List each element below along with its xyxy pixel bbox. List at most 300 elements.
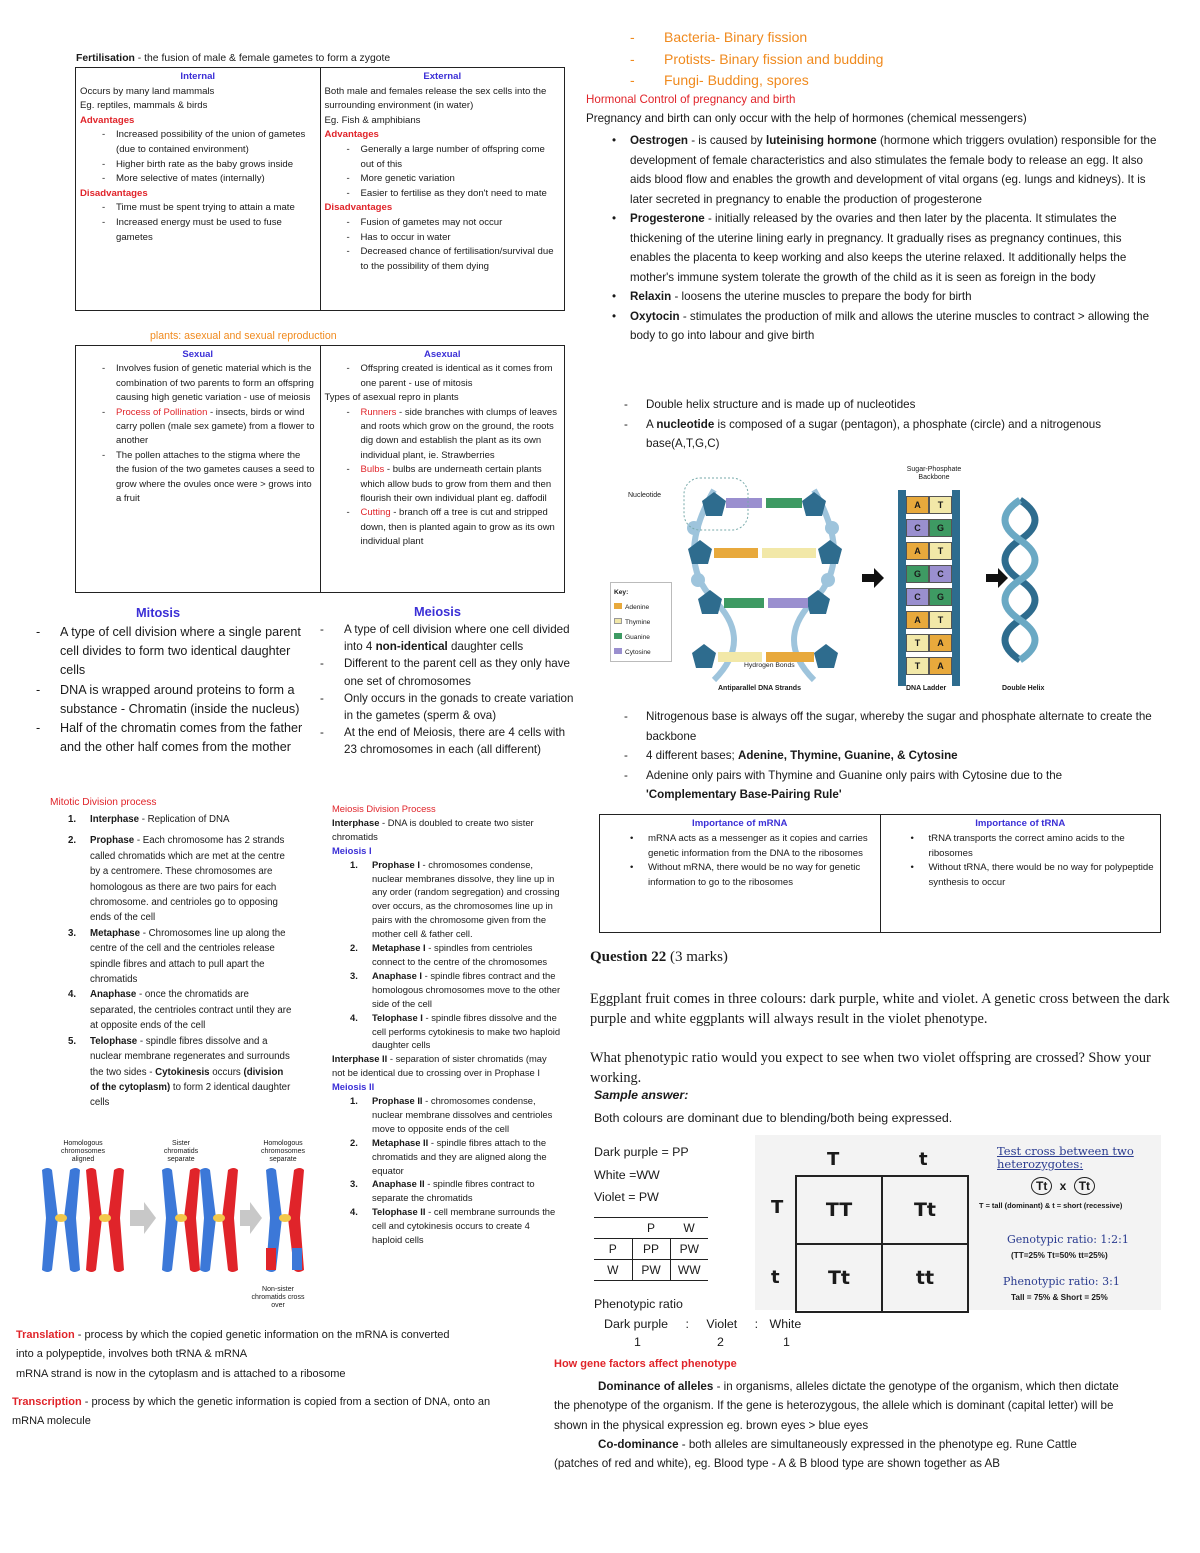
- pollination-term: Process of Pollination: [116, 406, 208, 418]
- chromosome-red: [222, 1168, 238, 1272]
- meiosis-interphase: [332, 816, 562, 844]
- ladder-base: T: [929, 542, 952, 560]
- ladder-base: A: [929, 657, 952, 675]
- runners-text: - side branches with clumps of leaves and roots which grow on the ground, the roots dig down and establish the plant as its own individual plant, ie. Strawberries: [360, 406, 557, 461]
- sugar-pentagon: [702, 492, 726, 516]
- asexual-column: [320, 346, 565, 592]
- sugar-pentagon: [802, 492, 826, 516]
- allele-line: White =WW: [594, 1167, 660, 1182]
- external-line: Eg. Fish & amphibians: [324, 114, 421, 126]
- meiosis-i-steps: [332, 858, 562, 1053]
- hormone-term: Oestrogen: [630, 134, 688, 147]
- crossover-segment: [266, 1248, 276, 1270]
- punnett-cell: Tt: [882, 1176, 968, 1244]
- meiosis-ii-steps: [332, 1094, 562, 1247]
- list-item: - Involves fusion of genetic material which is the combination of two parents to form an offspring causing high genetic variation - use of meiosis: [80, 362, 316, 405]
- punnett-grid: [795, 1175, 969, 1313]
- list-item: [610, 307, 1162, 346]
- mitosis-bullets: [32, 623, 314, 757]
- hormone-text: - initially released by the ovaries and then later by the placenta. It stimulates the thickening of the uterine lining early in pregnancy. It gradually rises as pregnancy continues, this enables the placenta to keep working and also keeps the uterine relaxed. It additionally helps the mother's immune system tolerate the growth of the child as it is seen as foreign in the body: [630, 212, 1127, 284]
- list-item: 5. Telophase - spindle fibres dissolve and a nuclear membrane regenerates and surrounds the two sides - Cytokinesis occurs (division of the cytoplasm) to form 2 identical daughter cells: [68, 1035, 291, 1109]
- swatch-icon: [614, 648, 622, 654]
- codominance-term: Co-dominance: [598, 1438, 679, 1451]
- allele-line: Dark purple = PP: [594, 1145, 689, 1159]
- step-text: - spindle fibres dissolve and a nuclear membrane regenerates and surrounds the two sides -: [90, 1035, 290, 1078]
- ladder-base: A: [906, 611, 929, 629]
- base-adenine: [766, 652, 814, 662]
- step-text: - cell membrane surrounds the cell and cytokinesis occurs to create 4 haploid cells: [372, 1206, 556, 1246]
- fertilisation-definition: - the fusion of male & female gametes to form a zygote: [134, 53, 391, 64]
- sugar-pentagon: [818, 540, 842, 564]
- text-run: non-identical: [375, 640, 448, 654]
- hormone-text: - stimulates the production of milk and allows the uterine muscles to contract > allowing the body to go into labour and give birth: [630, 309, 1150, 342]
- step-text: - chromosomes condense, nuclear membrane dissolves and centrioles move to opposite ends of the cell: [372, 1095, 553, 1134]
- step-term: Metaphase II: [372, 1136, 429, 1148]
- ratio-colon: :: [754, 1317, 759, 1331]
- dominance-term: Dominance of alleles: [598, 1380, 714, 1393]
- mrna-list: [604, 832, 876, 891]
- trna-column: [880, 815, 1161, 932]
- list-item: - Different to the parent cell as they only have one set of chromosomes: [316, 655, 574, 689]
- chromosome-pair-1: [42, 1168, 124, 1272]
- chromosome-red: [184, 1168, 200, 1272]
- ratio-label: Violet: [706, 1317, 738, 1331]
- figure-label: Hydrogen Bonds: [744, 662, 795, 669]
- arrow-shape: [240, 1202, 262, 1234]
- list-item: • mRNA acts as a messenger as it copies and carries genetic information from the DNA to the ribosomes: [604, 832, 876, 862]
- text-run: daughter cells: [447, 640, 524, 654]
- hormone-text: - is caused by: [687, 134, 766, 147]
- phosphate-circle: [691, 573, 705, 587]
- external-disadvantages-heading: Disadvantages: [324, 202, 393, 214]
- question-marks: (3 marks): [666, 949, 728, 965]
- meiosis-heading: Meiosis: [414, 604, 461, 619]
- ladder-rail: [952, 490, 960, 686]
- sexual-list: [80, 362, 316, 506]
- ladder-base: T: [906, 657, 929, 675]
- translation-line: into a polypeptide, involves both tRNA & mRNA: [16, 1348, 248, 1361]
- ladder-base: C: [929, 565, 952, 583]
- centromere: [99, 1214, 111, 1222]
- list-item: 4. Telophase II - cell membrane surrounds the cell and cytokinesis occurs to create 4 haploid cells: [350, 1206, 556, 1246]
- step-term: Prophase I: [372, 858, 420, 870]
- phenotypic-ratio-label: Phenotypic ratio: [594, 1297, 683, 1311]
- ladder-base: A: [906, 542, 929, 560]
- crossover-segment: [292, 1248, 302, 1270]
- key-row: [614, 600, 668, 615]
- text-run: 'Complementary Base-Pairing Rule': [646, 788, 842, 801]
- hormone-term: Progesterone: [630, 212, 705, 225]
- step-text: - Chromosomes line up along the centre of the cell and the centrioles release spindle fibres and attach to pull apart the chromatids: [90, 927, 286, 986]
- figure-label: Sugar-Phosphate Backbone: [906, 466, 962, 481]
- text-run: is composed of a sugar (pentagon), a phosphate (circle) and a nitrogenous base(A,T,G,C): [646, 417, 1102, 450]
- chromosome-red: [86, 1168, 102, 1272]
- table-cell: WW: [670, 1260, 708, 1281]
- list-item: - Generally a large number of offspring come out of this: [325, 143, 561, 172]
- base-guanine: [724, 598, 764, 608]
- helix-strand: [1005, 500, 1035, 660]
- genotypic-percentages: (TT=25% Tt=50% tt=25%): [1011, 1251, 1108, 1260]
- external-line: Both male and females release the sex cells into the surrounding environment (in water): [324, 85, 547, 112]
- hormone-term: Oxytocin: [630, 309, 680, 323]
- list-item: 2. Prophase - Each chromosome has 2 strands called chromatids which are met at the centre by a centromere. These chromosomes are homologous as there are two pairs for each chromosome. and centrioles go to opposing ends of the cell: [68, 835, 285, 924]
- list-item: - Half of the chromatin comes from the father and the other half comes from the mother: [32, 719, 314, 757]
- table-header: W: [670, 1218, 708, 1239]
- list-item: 1. Prophase II - chromosomes condense, nuclear membrane dissolves and centrioles move to opposite ends of the cell: [350, 1095, 553, 1134]
- list-item: [622, 746, 1157, 766]
- list-item: - Fusion of gametes may not occur: [325, 216, 561, 231]
- runners-term: Runners: [360, 406, 397, 418]
- text-run: nucleotide: [656, 417, 715, 431]
- bulbs-term: Bulbs: [360, 464, 385, 476]
- centromere: [55, 1214, 67, 1222]
- list-item: 2. Metaphase I - spindles from centrioles connect to the centre of the chromosomes: [350, 942, 548, 967]
- codominance-paragraph: [554, 1435, 1119, 1474]
- phenotypic-ratio: Phenotypic ratio: 3:1: [1003, 1275, 1120, 1288]
- translation-line: mRNA strand is now in the cytoplasm and is attached to a ribosome: [16, 1367, 346, 1380]
- list-item: [80, 406, 316, 449]
- step-term: Anaphase: [90, 989, 137, 1001]
- centromere: [175, 1214, 187, 1222]
- genotypic-ratio: Genotypic ratio: 1:2:1: [1007, 1233, 1129, 1246]
- centromere: [279, 1214, 291, 1222]
- table-cell: PW: [632, 1260, 670, 1281]
- step-text: - spindle fibres attach to the chromatids and they are aligned along the equator: [372, 1136, 547, 1176]
- step-term: Anaphase II: [372, 1178, 425, 1190]
- swatch-icon: [614, 633, 622, 639]
- list-item: [622, 766, 1157, 805]
- ratio-row-labels: [604, 1317, 801, 1331]
- ladder-rung: [906, 634, 952, 652]
- cross-symbol: x: [1059, 1179, 1067, 1193]
- step-term: Interphase: [332, 816, 380, 828]
- chromosome-blue: [42, 1168, 58, 1272]
- transcription-term: Transcription: [12, 1396, 82, 1408]
- ladder-base: T: [929, 496, 952, 514]
- phenotypic-percentages: Tall = 75% & Short = 25%: [1011, 1293, 1108, 1302]
- meiosis-i-heading: Meiosis I: [332, 844, 372, 856]
- figure-label: Sister chromatids separate: [163, 1140, 199, 1163]
- list-item: - Has to occur in water: [325, 231, 561, 246]
- key-label: Thymine: [625, 619, 651, 626]
- figure-label: Homologous chromosomes separate: [261, 1140, 305, 1163]
- internal-line: Eg. reptiles, mammals & birds: [80, 100, 208, 112]
- list-item: - Nitrogenous base is always off the sugar, whereby the sugar and phosphate alternate to create the backbone: [622, 707, 1157, 746]
- meiosis-section: [316, 604, 574, 759]
- text-run: 4 different bases;: [646, 749, 738, 762]
- list-item: 1. Interphase - Replication of DNA: [68, 814, 230, 825]
- sexual-column: [76, 346, 320, 592]
- list-item: 3. Metaphase - Chromosomes line up along the centre of the cell and the centrioles release spindle fibres and attach to pull apart the chromatids: [68, 927, 286, 986]
- hormones-heading: Hormonal Control of pregnancy and birth: [586, 93, 796, 106]
- asexual-types-heading: Types of asexual repro in plants: [324, 392, 459, 404]
- plants-table: [75, 345, 565, 593]
- hormone-term: Relaxin: [630, 290, 672, 303]
- step-term: Prophase II: [372, 1095, 423, 1107]
- internal-line: Occurs by many land mammals: [80, 85, 215, 97]
- cutting-text: - branch off a tree is cut and stripped down, then is planted again to grow as its own individual plant: [360, 507, 555, 548]
- meiosis-bullets: [316, 621, 574, 759]
- figure-label: Non-sister chromatids cross over: [251, 1286, 305, 1309]
- text-run: A: [646, 417, 657, 431]
- table-header: P: [632, 1218, 670, 1239]
- meiosis-chromosome-figure: [30, 1138, 330, 1310]
- step-term: (division of the cytoplasm): [90, 1066, 284, 1093]
- figure-caption: DNA Ladder: [906, 685, 947, 692]
- fertilisation-term: Fertilisation: [76, 53, 135, 64]
- list-item: [610, 209, 1162, 287]
- dna-structure-figure: [606, 460, 1066, 698]
- sample-answer-label: Sample answer:: [594, 1088, 689, 1102]
- transcription-text: - process by which the genetic information is copied from a section of DNA, onto an: [81, 1396, 491, 1408]
- base-cytosine: [768, 598, 808, 608]
- list-item: - Bacteria- Binary fission: [628, 27, 1028, 49]
- ladder-base: G: [929, 588, 952, 606]
- question-text: Eggplant fruit comes in three colours: dark purple, white and violet. A genetic cross between the dark purple and white eggplants will always result in the violet phenotype.: [590, 991, 1170, 1027]
- chromosome-blue: [64, 1168, 80, 1272]
- step-text: - Replication of DNA: [139, 814, 230, 825]
- step-term: Anaphase I: [372, 969, 423, 981]
- list-item: 3. Anaphase I - spindle fibres contract and the homologous chromosomes move to the other side of the cell: [350, 969, 561, 1009]
- list-item: - Fungi- Budding, spores: [628, 70, 1028, 92]
- transcription-line: mRNA molecule: [12, 1415, 91, 1428]
- list-item: [610, 131, 1162, 209]
- list-item: [610, 287, 1162, 307]
- ladder-base: T: [906, 634, 929, 652]
- genotype-circle: Tt: [1031, 1177, 1052, 1195]
- key-row: [614, 645, 668, 660]
- sexual-heading: Sexual: [182, 349, 214, 360]
- table-cell: [594, 1218, 632, 1239]
- list-item: - Increased energy must be used to fuse gametes: [80, 216, 316, 245]
- step-text: to form 2 identical daughter cells: [90, 1081, 291, 1109]
- ratio-value: 1: [783, 1335, 790, 1349]
- list-item: - Higher birth rate as the baby grows inside: [80, 158, 316, 173]
- step-text: - DNA is doubled to create two sister chromatids: [332, 816, 534, 842]
- table-cell: PW: [670, 1239, 708, 1260]
- step-text: occurs: [209, 1066, 244, 1078]
- list-item: 4. Anaphase - once the chromatids are separated, the centrioles contract until they are at opposite ends of the cell: [68, 989, 292, 1032]
- key-label: Guanine: [625, 634, 650, 641]
- bulbs-text: - bulbs are underneath certain plants which allow buds to grow from them and then flourish their own individual plant eg. daffodil: [360, 464, 552, 505]
- base-guanine: [766, 498, 802, 508]
- ladder-rung: [906, 657, 952, 675]
- list-item: - More selective of mates (internally): [80, 172, 316, 187]
- internal-heading: Internal: [180, 71, 216, 82]
- dna-diagram: [606, 460, 1066, 690]
- translation-line: [16, 1326, 556, 1345]
- swatch-icon: [614, 618, 622, 624]
- ladder-base: C: [906, 519, 929, 537]
- dominance-paragraph: [554, 1377, 1119, 1435]
- punnett-column-header: T: [827, 1149, 840, 1170]
- list-item: [325, 506, 561, 549]
- centromere: [213, 1214, 225, 1222]
- list-item: - Easier to fertilise as they don't need to mate: [325, 187, 561, 202]
- trna-heading: Importance of tRNA: [975, 818, 1066, 829]
- step-text: - spindle fibres dissolve and the cell performs cytokinesis to make two haploid daughter cells: [372, 1011, 561, 1051]
- key-row: [614, 615, 668, 630]
- external-advantages-heading: Advantages: [324, 129, 379, 141]
- list-item: - DNA is wrapped around proteins to form a substance - Chromatin (inside the nucleus): [32, 681, 314, 719]
- ladder-base: T: [929, 611, 952, 629]
- chromosome-diagram: [30, 1162, 330, 1286]
- phosphate-circle: [821, 573, 835, 587]
- meiosis-process: [332, 802, 562, 1247]
- translation-text: - process by which the copied genetic information on the mRNA is converted: [74, 1329, 450, 1341]
- list-item: - More genetic variation: [325, 172, 561, 187]
- fertilisation-table: [75, 67, 565, 311]
- figure-caption: Antiparallel DNA Strands: [718, 685, 801, 692]
- ladder-base: G: [929, 519, 952, 537]
- list-item: - Time must be spent trying to attain a mate: [80, 201, 316, 216]
- pollination-text: - insects, birds or wind carry pollen (male sex gamete) from a flower to another: [116, 406, 315, 447]
- step-term: Cytokinesis: [155, 1066, 210, 1078]
- table-row-header: W: [594, 1260, 632, 1281]
- chromosome-pair-2: [162, 1168, 238, 1272]
- mitosis-heading: Mitosis: [136, 605, 181, 620]
- arrow-shape: [862, 568, 884, 588]
- ladder-rung: [906, 542, 952, 560]
- asexual-types-list: [325, 406, 561, 550]
- phosphate-circle: [687, 521, 701, 535]
- list-item: - A type of cell division where a single parent cell divides to form two identical daughter cells: [32, 623, 314, 681]
- external-disadvantages-list: [325, 216, 561, 274]
- cross-notation: [1031, 1177, 1095, 1195]
- test-cross-note: Test cross between two heterozygotes:: [997, 1144, 1134, 1171]
- sugar-pentagon: [698, 590, 722, 614]
- sugar-pentagon: [806, 590, 830, 614]
- gene-factors-heading: How gene factors affect phenotype: [554, 1358, 737, 1370]
- question-prompt: What phenotypic ratio would you expect to see when two violet offspring are crossed? Show your working.: [590, 1050, 1151, 1086]
- punnett-cell: TT: [796, 1176, 882, 1244]
- ladder-rung: [906, 496, 952, 514]
- dominance-text: - in organisms, alleles dictate the genotype of the organism, which then dictate the phenotype of the organism. If the gene is heterozygous, the allele which is dominant (capital letter) will be shown in the physical expression eg. brown eyes > blue eyes: [554, 1380, 1119, 1432]
- internal-disadvantages-list: [80, 201, 316, 245]
- meiosis-process-heading: Meiosis Division Process: [332, 803, 436, 814]
- external-column: [320, 68, 565, 310]
- figure-caption: Double Helix: [1002, 685, 1045, 692]
- hormone-text: (hormone which triggers ovulation) responsible for the development of female characteristics and also stimulates the female body to release an egg. It also aids blood flow and enables the growth and development of vital organs (eg. lungs and kidneys). It is later secreted in pregnancy to enable the production of progesterone: [630, 134, 1157, 206]
- mrna-heading: Importance of mRNA: [692, 818, 788, 829]
- list-item: 2. Metaphase II - spindle fibres attach to the chromatids and they are aligned along the equator: [350, 1136, 547, 1176]
- text-run: A type of cell division where one cell divided into 4: [344, 623, 570, 654]
- key-label: Cytosine: [625, 649, 651, 656]
- cutting-term: Cutting: [360, 507, 391, 519]
- question-title: [590, 949, 728, 966]
- list-item: [325, 406, 561, 464]
- ladder-base: A: [929, 634, 952, 652]
- figure-label: Homologous chromosomes aligned: [61, 1140, 105, 1163]
- arrow-shape: [986, 568, 1008, 588]
- step-term: Telophase II: [372, 1206, 426, 1218]
- ladder-rung: [906, 611, 952, 629]
- list-item: - Double helix structure and is made up of nucleotides: [622, 395, 1157, 415]
- punnett-row-header: t: [771, 1267, 780, 1288]
- ladder-base: C: [906, 588, 929, 606]
- hormone-text: - loosens the uterine muscles to prepare the body for birth: [671, 290, 972, 303]
- list-item: - Decreased chance of fertilisation/survival due to the possibility of them dying: [325, 245, 561, 274]
- translation-block: [16, 1326, 556, 1384]
- base-cytosine: [726, 498, 762, 508]
- table-cell: PP: [632, 1239, 670, 1260]
- sugar-pentagon: [692, 644, 716, 668]
- list-item: - Only occurs in the gonads to create variation in the gametes (sperm & ova): [316, 690, 574, 724]
- plants-heading: plants: asexual and sexual reproduction: [150, 330, 337, 342]
- external-advantages-list: [325, 143, 561, 201]
- step-text: - separation of sister chromatids (may not be identical due to crossing over in Prophase I: [332, 1053, 547, 1079]
- chromosome-blue: [162, 1168, 178, 1272]
- list-item: - The pollen attaches to the stigma where the the fusion of the two gametes causes a seed to grow where the ovules once were > grows into a fruit: [80, 449, 316, 507]
- ladder-rung: [906, 565, 952, 583]
- trna-list: [885, 832, 1157, 891]
- question-number: Question 22: [590, 949, 667, 965]
- list-item: 3. Anaphase II - spindle fibres contract to separate the chromatids: [350, 1178, 535, 1204]
- key-label: Adenine: [625, 604, 650, 611]
- ratio-value: 1: [634, 1335, 641, 1349]
- violet-cross-table: [594, 1217, 708, 1281]
- list-item: 4. Telophase I - spindle fibres dissolve and the cell performs cytokinesis to make two haploid daughter cells: [350, 1011, 561, 1051]
- ratio-value: 2: [717, 1335, 724, 1349]
- arrow-shape: [130, 1202, 156, 1234]
- mitosis-process-heading: Mitotic Division process: [50, 797, 157, 808]
- internal-disadvantages-heading: Disadvantages: [80, 187, 148, 199]
- allele-definitions: [594, 1141, 689, 1209]
- list-item: [316, 621, 574, 655]
- ladder-base: G: [906, 565, 929, 583]
- transcription-line: [12, 1393, 562, 1412]
- sample-answer-text: Both colours are dominant due to blending/both being expressed.: [594, 1111, 953, 1125]
- ratio-label: Dark purple: [604, 1317, 669, 1331]
- punnett-cell: tt: [882, 1244, 968, 1312]
- asexual-list: [325, 362, 561, 391]
- allele-line: Violet = PW: [594, 1190, 659, 1204]
- sugar-pentagon: [814, 644, 838, 668]
- list-item: • Without tRNA, there would be no way for polypeptide synthesis to occur: [885, 861, 1157, 891]
- list-item: - At the end of Meiosis, there are 4 cells with 23 chromosomes in each (all different): [316, 724, 574, 758]
- list-item: - Increased possibility of the union of gametes (due to contained environment): [80, 128, 316, 157]
- swatch-icon: [614, 603, 622, 609]
- ladder-base: A: [906, 496, 929, 514]
- text-run: Adenine, Thymine, Guanine, & Cytosine: [737, 749, 958, 762]
- list-item: [622, 415, 1157, 454]
- codominance-text: - both alleles are simultaneously expressed in the phenotype eg. Rune Cattle (patches of red and white), eg. Blood type - A & B blood type are shown together as AB: [554, 1438, 1077, 1471]
- asexual-heading: Asexual: [424, 349, 461, 360]
- key-title: Key:: [614, 589, 629, 596]
- transcription-block: [12, 1393, 562, 1432]
- key-row: [614, 630, 668, 645]
- list-item: 1. Prophase I - chromosomes condense, nuclear membranes dissolve, they line up in any order (random segregation) and crossing over occurs, as the chromosomes line up in pairs with the chromosome given from the mother cell & father cell.: [350, 858, 560, 940]
- step-text: - spindles from centrioles connect to the centre of the chromosomes: [372, 942, 548, 967]
- step-term: Metaphase I: [372, 942, 426, 954]
- punnett-cell: Tt: [796, 1244, 882, 1312]
- fertilisation-title: [76, 52, 566, 66]
- list-item: • tRNA transports the correct amino acids to the ribosomes: [885, 832, 1157, 862]
- dna-key: [610, 582, 672, 662]
- genotype-circle: Tt: [1074, 1177, 1095, 1195]
- ratio-label: White: [769, 1317, 802, 1331]
- hormone-term: luteinising hormone: [765, 134, 877, 147]
- ladder-rail: [898, 490, 906, 686]
- dna-ladder: [906, 496, 952, 680]
- dna-list: [622, 395, 1157, 454]
- table-row-header: P: [594, 1239, 632, 1260]
- base-thymine: [762, 548, 816, 558]
- external-heading: External: [423, 71, 462, 82]
- rna-table: [599, 814, 1161, 933]
- hormones-intro: Pregnancy and birth can only occur with the help of hormones (chemical messengers): [586, 112, 1027, 125]
- test-cross-punnett-figure: [755, 1135, 1161, 1310]
